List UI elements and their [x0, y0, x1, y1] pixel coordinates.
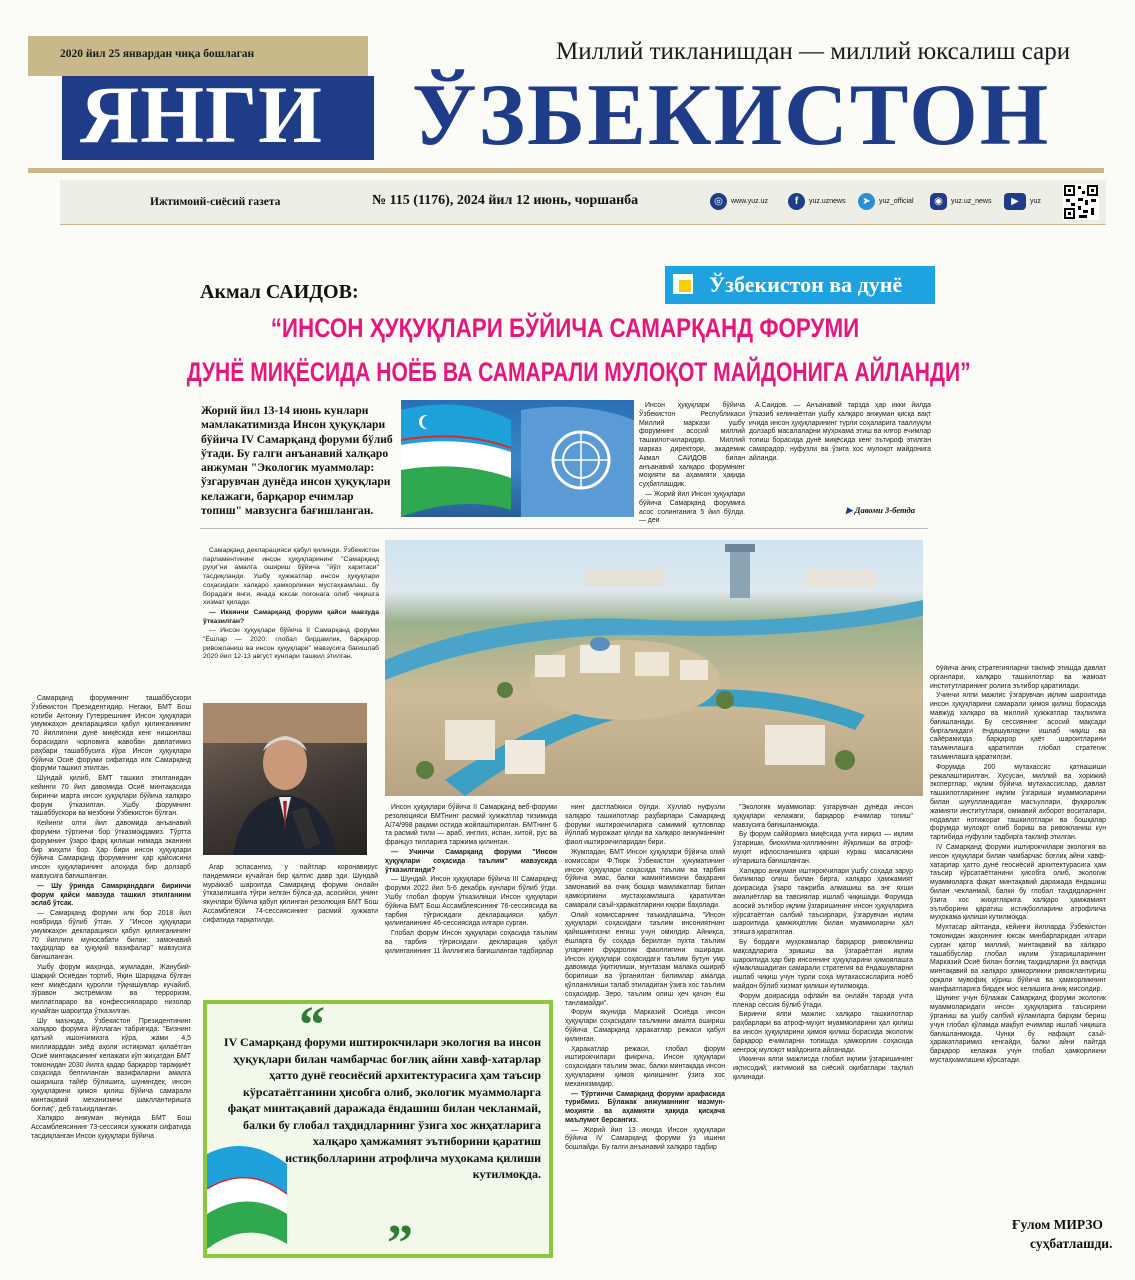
masthead-title-part1: ЯНГИ	[80, 69, 323, 160]
samarkand-aerial-photo	[385, 540, 923, 796]
article-lead: Жорий йил 13-14 июнь кунлари мамлакатимизда Инсон ҳуқуқлари бўйича IV Самарқанд форуми бўлиб ўтади. Бу галги анъанавий халқаро анжуман "Экологик муаммолар: ўзгарувчан дунёда инсон ҳуқуқлари келажаги, барқарор ечимлар топиш" мавзусига бағишланган.	[201, 404, 393, 518]
social-youtube[interactable]: ▶ yuz	[1004, 193, 1041, 210]
headline-line2: ДУНЁ МИҚЁСИДА НОЁБ ВА САМАРАЛИ МУЛОҚОТ МАЙДОНИГА АЙЛАНДИ”	[186, 357, 971, 387]
arrow-right-icon: ▶	[846, 505, 853, 515]
masthead-title-part2: ЎЗБЕКИСТОН	[412, 67, 1051, 164]
youtube-icon: ▶	[1004, 193, 1026, 210]
intro-column-1: Инсон ҳуқуқлари бўйича Ўзбекистон Республикаси Миллий маркази ушбу форумнинг асосий миллий ташкилотчиларидир. Миллий марказ директори, академик Акмал САИДОВ билан анъанавий халқаро форумнинг моҳияти ва аҳамияти ҳақида суҳбатлашдик. — Жорий йил Инсон ҳуқуқлари бўйича Самарқанд форумига асос солинганига 5 йил бўлди. — деи	[639, 402, 745, 525]
quote-text: IV Самарқанд форуми иштирокчилари экология ва инсон ҳуқуқлари билан чамбарчас боғлиқ айни хавф-хатарлар ҳатто дунё геосиёсий архитектурасига ҳам таъсир кўрсатаётганини ҳисобга олиб, экологик муаммоларга фақат минтақавий даражада ёндашиш билан чекланмай, балки бу глобал таҳдидларнинг ўзига хос жиҳатларига халқаро ҳамжамият эътиборини қаратиш истиқболларини атрофлича муҳокама қилиши кутилмоқда.	[223, 1035, 541, 1181]
section-flag-icon	[673, 274, 693, 294]
portrait-photo	[203, 703, 367, 855]
signature-role: суҳбатлашди.	[1030, 1236, 1113, 1251]
body-column-3: нинг дастлабкиси бўлди. Хўллаб нуфузли халқаро ташкилотлар раҳбарлари Самарқанд форуми иштирокчиларига самимий қутловлар йўллаб мурожаат қилди ва халқаро анжуманнинг фаол иштирокчиларидан бири. Жумладан, БМТ Инсон ҳуқуқлари бўйича олий комиссари Ф.Тюрк Ўзбекистон ҳукуматининг инсон ҳуқуқлари соҳасида таълим ва тарбия бўйича эмас, балки жамиятимизни баҳарани замонавий ва очиқ бошқа мамлакатлар билан ҳамкорликни мустаҳкамлашга қаратилган самарали саъй-ҳаракатларини юқори баҳолади. Олий комиссарнинг таъкидлашича, "Инсон ҳуқуқлари соҳасидаги таълим инсониятнинг қайишингизни енгиш учун омилдир. Айниқса, ёшларга бу соҳада берилган пухта таълим уларнинг фуқаролик фаоллигини оширади. Инсон ҳуқуқлари соҳасидаги таълим бутун умр давомида ўқитилиши, мунтазам малака ошириб борилиши ва ўрганилган билимлар амалда қўлланилиши талаб этиладиган ўзига хос таълим соҳасидир. Зеро, таълим олиш ҳеч қачон ёш танламайди". Форум якунида Марказий Осиёда инсон ҳуқуқлари соҳасидаги таълимни амалга ошириш бўйича Самарқанд ҳаракатлар режаси қабул қилинган. Ҳаракатлар режаси, глобал форум иштирокчилари фикрича, Инсон ҳуқуқлари соҳасидаги таълим эмас, балки минтақада инсон ҳуқуқларини ҳимоя қилишнинг ўзига хос механизмидир. — Тўртинчи Самарқанд форуми арафасида турибмиз. Бўлажак анжуманнинг мазмун-моҳияти ва аҳамияти ҳақида қисқача маълумот берсангиз. — Жорий йил 13 июнда Инсон ҳуқуқлари бўйича IV Самарқанд форуми ўз ишини бошлайди. Бу галги анъанавий халқаро тадбир	[565, 804, 725, 1152]
qr-code-icon	[1063, 184, 1099, 220]
flags-illustration	[401, 400, 634, 517]
slogan: Миллий тикланишдан — миллий юксалиш сари	[556, 38, 1071, 65]
since-text: 2020 йил 25 январдан чиқа бошлаган	[60, 48, 255, 60]
body-column-2b: Инсон ҳуқуқлари бўйича II Самарқанд веб-форуми резолюцияси БМТнинг расмий ҳужжатлар тизимида A/74/998 рақами остида жойлаштирилган. БМТнинг 6 та расмий тили — араб, инглиз, испан, хитой, рус ва француз тилларига таржима қилинган. — Учинчи Самарқанд форуми "Инсон ҳуқуқлари соҳасида таълим" мавзусида ўтказилганди? — Шундай. Инсон ҳуқуқлари бўйича III Самарқанд форуми 2022 йил 5-6 декабрь кунлари бўлиб ўтди. Ушбу глобал форум ўтказилиши Инсон ҳуқуқлари бўйича БМТ Бош Ассамблеясининг 76-сессиясида ва тарбия тўғрисидаги декларацияси қабул қилинганининг 46-сессиясида илгари сурган. Глобал форум Инсон ҳуқуқлари соҳасида таълим ва тарбия тўғрисидаги декларация қабул қилинганининг 11 йиллигига бағишланган тадбирлар	[385, 804, 557, 955]
quote-close-icon: ”	[387, 1215, 413, 1272]
masthead-rule	[28, 168, 1104, 173]
mid-text-block: Самарқанд декларацияси қабул қилинди. Ўзбекистон парламентининг инсон ҳуқуқларининг "Самарқанд руҳи"ни амалга ошириш бўйича "йўл харитаси" тасдиқланди. Ушбу ҳужжатлар инсон ҳуқуқлари соҳасидаги халқаро ҳамкорликни мустаҳкамлаш, бу борадаги янги, янада юксак поғонага олиб чиқишга хизмат қилади. — Иккинчи Самарқанд форуми қайси мавзуда ўтказилган? — Инсон ҳуқуқлари бўйича II Самарқанд форуми "Ёшлар — 2020: глобал бирдамлик, барқарор ривожланиш ва инсон ҳуқуқлари" мавзусига бағишлаб 2020 йил 12-13 август кунлари ташкил этилган.	[203, 547, 379, 661]
article-author: Акмал САИДОВ:	[200, 281, 359, 303]
aerial-illustration	[385, 540, 923, 796]
portrait-illustration	[203, 703, 367, 855]
section-label	[665, 266, 935, 304]
headline-divider	[200, 528, 928, 529]
flags-photo	[401, 400, 634, 517]
newspaper-subtitle: Ижтимоий-сиёсий газета	[150, 196, 281, 208]
telegram-icon: ➤	[858, 193, 875, 210]
body-column-4: "Экологик муаммолар: ўзгарувчан дунёда инсон ҳуқуқлари келажаги, барқарор ечимлар топиш" мавзусига бағишланмоқда. Бу форум саййормиз миқёсида учта кирқиз — иқлим ўзгариши, биохилма-хилликнинг йўқолиши ва атроф-муҳит ифлосланишига қарши кураш масаласини кўтаришга бағишланган. Халқаро анжуман иштирокчилари ушбу соҳада зарур билимлар олиш билан бирга, халқаро ҳамжамият доирасида ўзаро тажриба алмашиш ва энг яхши амалиётлар ва тавсиялар ишлаб чиқишади. Форумда асосий эътибор иқлим ўзгаришининг инсон ҳуқуқларига кўрсатаётган салбий таъсирлари, ўзгарувчан иқлим шароитида ҳамжиҳатлик билан муаммоларни ҳал этишга қаратилган. Бу бордаги муҳокамалар барқарор ривожланиш мақсадларига эришиш ва ўзгараётган иқлим шароитида ҳар бир инсоннинг ҳуқуқларини ҳимоялашга кўмаклашадиган самарали стратегия ва ёндашувларни ишлаб чиқиш учун турли соҳа мутахассисларига ноёб майдон бўлиб хизмат қилиши кутилмоқда. Форум доирасида офлайн ва онлайн тарзда учта пленар сессия бўлиб ўтади. Биринчи ялпи мажлис халқаро ташкилотлар раҳбарлари ва атроф-муҳит муаммоларини ҳал қилиш ва инсон ҳуқуқларини ҳимоя қилиш борасида экологик барқарор ечимларни топишда ҳамкорлик соҳасида кенгроқ мулоқот майдонига айланади. Иккинчи ялпи мажлисда глобал иқлим ўзгаришининг иқтисодий, ижтимоий ва сиёсий оқибатлари таҳлил қилинади.	[733, 804, 913, 1081]
social-facebook[interactable]: f yuz.uznews	[788, 193, 846, 210]
issue-info: № 115 (1176), 2024 йил 12 июнь, чоршанба	[372, 193, 639, 208]
quote-open-icon: “	[299, 997, 325, 1054]
section-label-text: Ўзбекистон ва дунё	[709, 272, 903, 297]
social-instagram[interactable]: ◉ yuz.uz_news	[930, 193, 991, 210]
facebook-icon: f	[788, 193, 805, 210]
body-column-left: Самарқанд форумининг ташаббускори Ўзбекистон Президентидир. Негаки, БМТ Бош котиби Антониу Гутеррешнинг Инсон ҳуқуқлари умумжаҳон декларацияси қабул қилинганининг 70 йиллигини дунё миқёсида кенг нишонлаш борасидаги чорловига жавобан давлатимиз раҳбари ташаббусига кўра Инсон ҳуқуқлари бўйича Осиё форуми сифатида илк Самарқанд форуми ташкил этилган. Шундай қилиб, БМТ ташкил этилганидан кейинги 70 йил давомида Осиё минтақасида биринчи марта инсон ҳуқуқлари бўйича халқаро форум ўтказилган. Ушбу форумнинг ташаббускори ва мезбони Ўзбекистон бўлган. Кейинги олти йил давомида анъанавий форумни тўртинчи бор ўтказмоқдамиз. Тўртта форумнинг ўзаро фарқ қилиши нимада эканини бир жиҳати бор. Ҳар бири инсон ҳуқуқлари бўйича Самарқанд форумининг ҳар қайсисини инсон ҳуқуқларининг алоҳида бир долзарб мавзусига бағишланган. — Шу ўринда Самарқанддаги биринчи форум қайси мавзуда ташкил этилганини эслаб ўтсак. — Самарқанд форуми илк бор 2018 йил ноябрида бўлиб ўтган. У "Инсон ҳуқуқлари умумжаҳон декларацияси қабул қилинганининг 70 йиллиги муносабати билан: замонавий таҳдидлар ва ҳуқуқий вазифалар" мавзусига бағишланган. Ушбу форум жаҳонда, жумладан, Жанубий-Шарқий Осиёдан тортиб, Яқин Шарққача бўлган кенг миқёсдаги қуролли тўқнашувлар кучайиб, зўравон экстремизм ва терроризм, миллатлараро ва конфессиялараро низолар кучайган шароитда ўтказилган. Шу маънода, Ўзбекистон Президентининг халқаро форумга йўллаган табригида: "Бизнинг қатъий ишончимизга кўра, жами 4,5 миллиарддан зиёд аҳоли истиқомат қилаётган Осиё минтақасининг келажаги кўп жиҳатдан БМТ томонидан 2030 йилга қадар барқарор тараққиёт соҳасида белгиланган вазифаларни амалга оширишга тайёр бўлишига, шунингдек, инсон ҳуқуқларини ҳимоя қилиш бўйича самарали минтақавий механизмни шакллантиришга боғлиқ", деб таъкидланган. Халқаро анжуман якунида БМТ Бош Ассамблеясининг 73-сессияси ҳужжати сифатида тасдиқланган Инсон ҳуқуқлари бўйича	[31, 695, 191, 1141]
body-column-2a: Агар эсласангиз, у пайтлар коронавирус пандемияси кучайган бир қалтис давр эди. Шундай мураккаб шароитда Самарқанд форуми онлайн ўтказилишига тўғри келган бўлса-да, асосийси, унинг якунлари бўйича қабул қилинган резолюция БМТ Бош Ассамблеяси 74-сессиясининг расмий ҳужжати сифатида тарқатилди.	[203, 864, 378, 924]
headline-line1: “ИНСОН ҲУҚУҚЛАРИ БЎЙИЧА САМАРҚАНД ФОРУМИ	[270, 313, 860, 343]
intro-column-2: А.Саидов. — Анъанавий тарзда ҳар икки йилда ўтказиб келинаётган ушбу халқаро анжуман қисқа вақт ичида инсон ҳуқуқларининг турли соҳаларига тааллуқли долзарб масалаларни муҳокама этиш ва илғор ечимлар топиш борасида дунё миқёсида кенг эътироф этилган самарадор, нуфузли ва ўзига хос мулоқот майдонига айланди.	[749, 402, 931, 462]
pull-quote	[203, 997, 553, 1272]
social-telegram[interactable]: ➤ yuz_official	[858, 193, 914, 210]
signature-name: Ғулом МИРЗО	[1012, 1217, 1103, 1232]
instagram-icon: ◉	[930, 193, 947, 210]
body-column-right: бўйича аниқ стратегияларни таклиф этишда давлат органлари, халқаро ташкилотлар ва жамоат институтларининг ролига эътибор қаратилади. Учинчи ялпи мажлис ўзгарувчан иқлим шароитида инсон ҳуқуқларини самарали ҳимоя қилиш борасида мавжуд халқаро ва миллий ҳужжатлар таҳлилига бағишланади. Бу сессиянинг асосий мақсади биргаликдаги ёндашувларни ишлаб чиқиш ва сайёрамизда барқарор ҳаёт шароитларини таъминлашга қаратилган глобал стратегик таъминлашга қаратилган. Форумда 200 мутахассис қатнашиши режалаштирилган. Хусусан, миллий ва хорижий экспертлар, иқлим бўйича мутахассислар, давлат ташкилотларининг иқлим ўзгариши муаммоларини билан шуғулланадиган масъуллари, фуқаролик жамияти институтлари, оммавий ахборот воситалари, нодавлат нотижорат ташкилотлари ва бошқалар форумда мулоқот олиб бориш ва ривожланиш кун тартибида нуфузли тадбирга таклиф этилган. IV Самарқанд форуми иштирокчилари экология ва инсон ҳуқуқлари билан чамбарчас боғлиқ айни хавф-хатарлар ҳатто дунё геосиёсий архитектурасига ҳам таъсир кўрсатаётганини ҳисобга олиб, экологик муаммоларга фақат минтақавий даражада ёндашиш билан чекланмай, балки бу глобал таҳдидларнинг ўзига хос жиҳатларига халқаро ҳамжамият эътиборини қаратиш истиқболларини атрофлича муҳокама қилиши кутилмоқда. Мухтасар айтганда, кейинги йилларда Ўзбекистон томонидан жаҳоннинг юксак минбарларидан илгари сурган қатор миллий, минтақавий ва халқаро ташаббуслар глобал иқлим ўзгаришларининг Марказий Осиё билан боғлиқ таҳдидларни ўз вақтида минтақавий ва халқаро ҳамкорликни ривожлантириш орқали мувофиқ кўриш бўйича ва ҳамкорликнинг манфаатларига бирдек мос келишига аниқ мисолдир. Шунинг учун бўлажак Самарқанд форуми экологик муаммоларидаги инсон ҳуқуқларига таъсирини ўрганиш ва ушбу салбий кўламларга барҳам бериш учун глобал қўламда мақбул ечимлар ишлаб чиқишга бағишланмоқда. Чунки бу нафақат саъй-ҳаракатларимиз кенгайди, балки айни пайтда барқарор келажак учун глобал ҳамкорликни мустаҳкамлашни кўрсатади.	[930, 665, 1106, 1065]
masthead	[0, 0, 1135, 232]
web-icon: ◎	[710, 193, 727, 210]
continued-link[interactable]: ▶ Давоми 3-бетда	[846, 505, 915, 515]
social-web[interactable]: ◎ www.yuz.uz	[710, 193, 768, 210]
